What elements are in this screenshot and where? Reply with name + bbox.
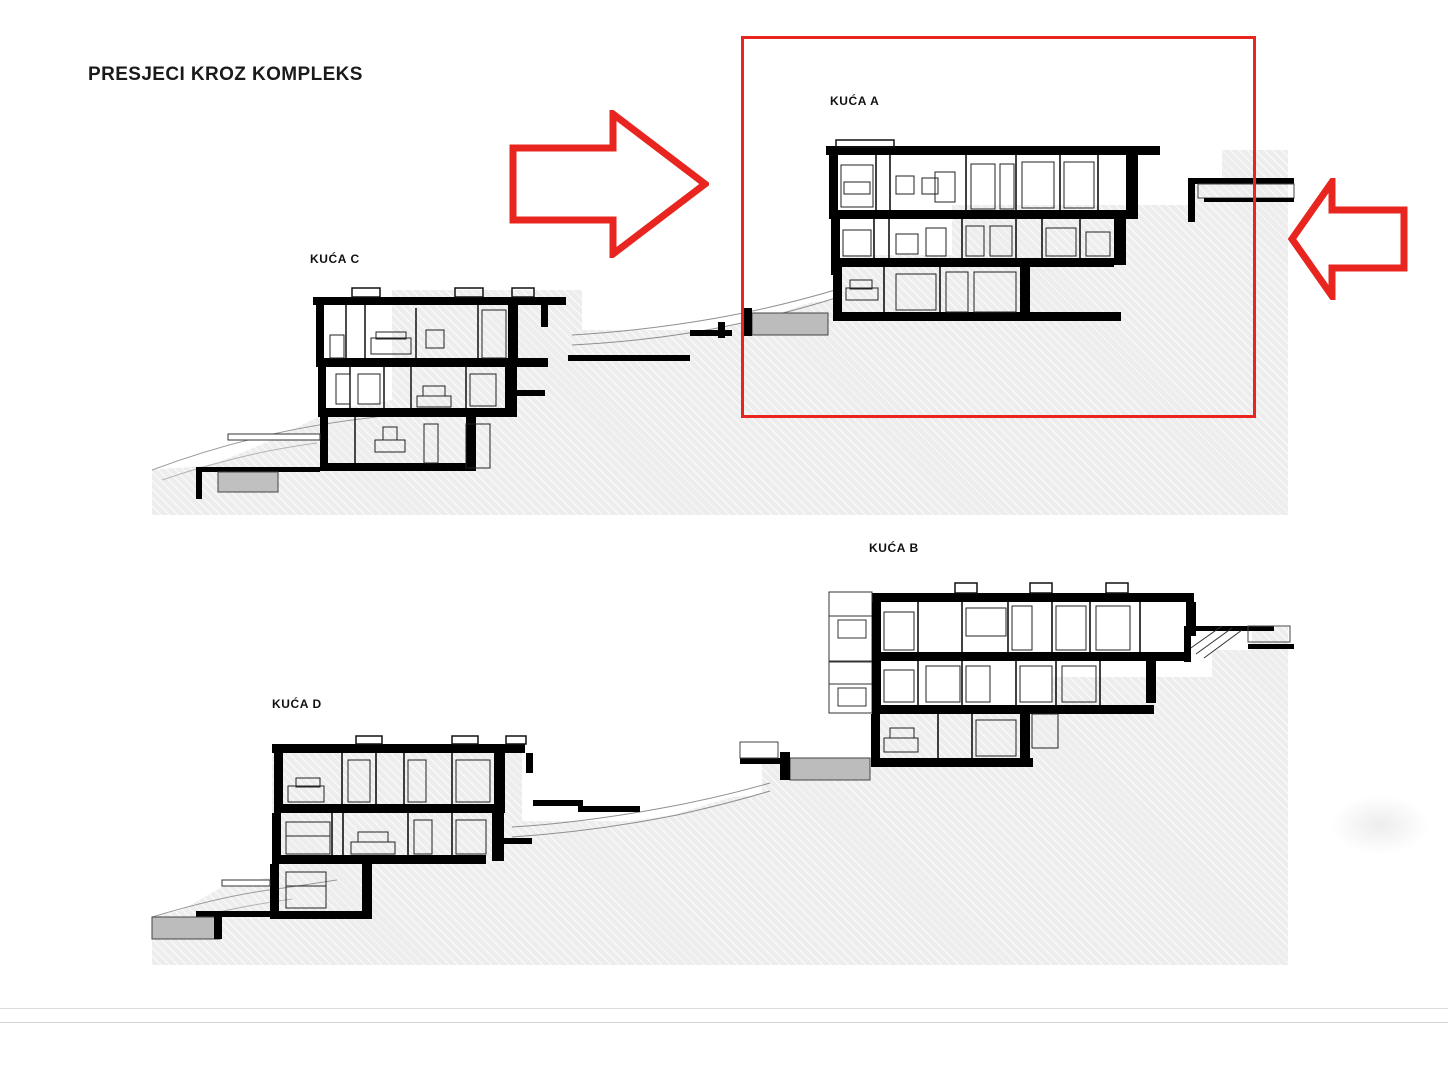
section-label-kuca-d: KUĆA D — [272, 697, 322, 711]
bottom-panel-terrain — [152, 565, 1288, 965]
arrow-pointing-left-icon — [1288, 178, 1408, 300]
section-label-kuca-b: KUĆA B — [869, 541, 919, 555]
section-label-kuca-c: KUĆA C — [310, 252, 360, 266]
bottom-section-panel — [152, 565, 1288, 965]
arrow-pointing-right-icon — [509, 110, 709, 258]
red-highlight-rectangle — [741, 36, 1256, 418]
page-highlight-glow — [1330, 795, 1430, 855]
page-edge-upper — [0, 1008, 1448, 1023]
page-edge-lower — [0, 1022, 1448, 1081]
page-title: PRESJECI KROZ KOMPLEKS — [88, 64, 363, 85]
section-label-kuca-a: KUĆA A — [830, 94, 880, 108]
